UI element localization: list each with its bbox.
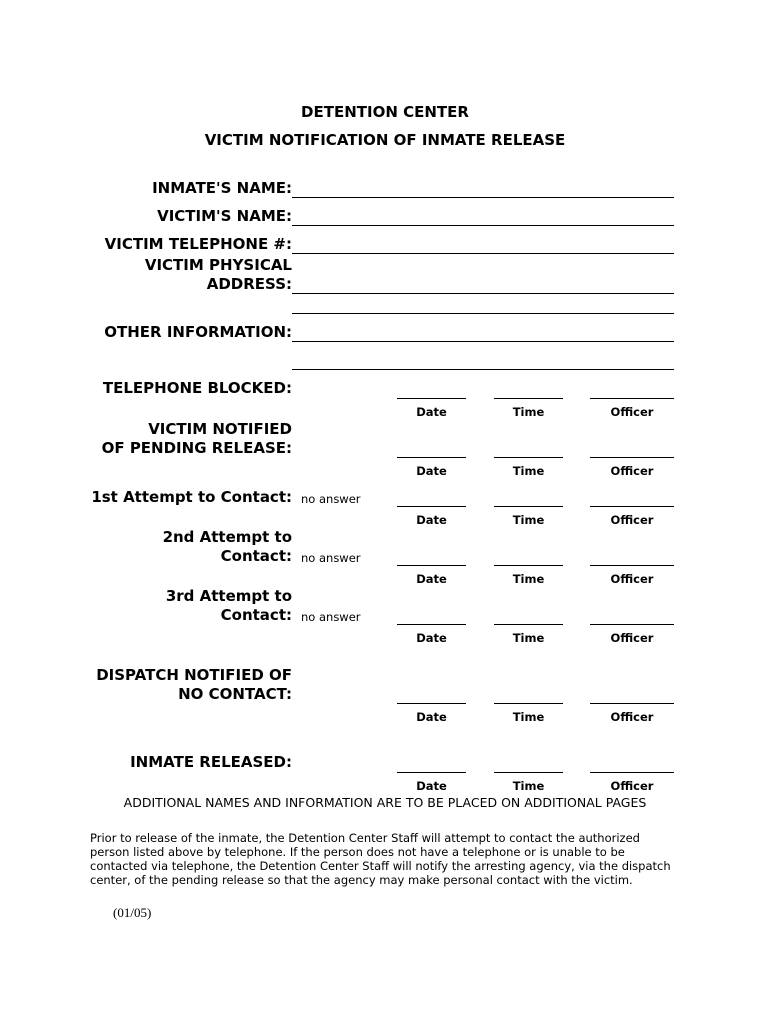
attempt-1-note: no answer <box>301 492 361 506</box>
form-revision-date: (01/05) <box>113 905 152 920</box>
victim-notified-label-1: VICTIM NOTIFIED <box>148 420 292 438</box>
page-title: DETENTION CENTER <box>301 103 469 121</box>
inmate-released-time-field[interactable] <box>494 772 563 773</box>
officer-caption: Officer <box>610 572 654 586</box>
telephone-blocked-officer-field[interactable] <box>590 398 674 399</box>
instructions-line: center, of the pending release so that the agency may make personal contact with the victim. <box>90 873 633 887</box>
date-caption: Date <box>416 405 447 419</box>
victim-address-label-2: ADDRESS: <box>206 275 292 293</box>
time-caption: Time <box>512 405 545 419</box>
victim-notified-date-field[interactable] <box>397 457 466 458</box>
instructions-line: person listed above by telephone. If the person does not have a telephone or is unable to be <box>90 845 625 859</box>
victim-notified-label-2: OF PENDING RELEASE: <box>101 439 292 457</box>
attempt-2-date-field[interactable] <box>397 565 466 566</box>
attempt-3-note: no answer <box>301 610 361 624</box>
instructions-line: contacted via telephone, the Detention Center Staff will notify the arresting agency, via the dispatch <box>90 859 671 873</box>
other-info-field-1[interactable] <box>292 341 674 342</box>
victim-name-label: VICTIM'S NAME: <box>157 207 292 225</box>
additional-pages-note: ADDITIONAL NAMES AND INFORMATION ARE TO BE PLACED ON ADDITIONAL PAGES <box>123 795 647 810</box>
attempt-3-label-1: 3rd Attempt to <box>165 587 292 605</box>
victim-notified-officer-field[interactable] <box>590 457 674 458</box>
officer-caption: Officer <box>610 405 654 419</box>
attempt-3-officer-field[interactable] <box>590 624 674 625</box>
attempt-2-note: no answer <box>301 551 361 565</box>
date-caption: Date <box>416 710 447 724</box>
time-caption: Time <box>512 513 545 527</box>
officer-caption: Officer <box>610 710 654 724</box>
victim-notified-time-field[interactable] <box>494 457 563 458</box>
attempt-1-label: 1st Attempt to Contact: <box>91 488 292 506</box>
time-caption: Time <box>512 631 545 645</box>
attempt-1-officer-field[interactable] <box>590 506 674 507</box>
victim-name-field[interactable] <box>292 225 674 226</box>
attempt-1-date-field[interactable] <box>397 506 466 507</box>
date-caption: Date <box>416 779 447 793</box>
attempt-1-time-field[interactable] <box>494 506 563 507</box>
other-info-label: OTHER INFORMATION: <box>104 323 292 341</box>
victim-address-field-1[interactable] <box>292 293 674 294</box>
inmate-name-label: INMATE'S NAME: <box>152 179 292 197</box>
officer-caption: Officer <box>610 513 654 527</box>
time-caption: Time <box>512 710 545 724</box>
inmate-name-field[interactable] <box>292 197 674 198</box>
dispatch-notified-label-2: NO CONTACT: <box>178 685 292 703</box>
attempt-3-label-2: Contact: <box>220 606 292 624</box>
officer-caption: Officer <box>610 631 654 645</box>
dispatch-date-field[interactable] <box>397 703 466 704</box>
instructions-paragraph <box>90 831 690 887</box>
attempt-3-date-field[interactable] <box>397 624 466 625</box>
victim-address-field-2[interactable] <box>292 313 674 314</box>
attempt-2-label-1: 2nd Attempt to <box>162 528 292 546</box>
victim-phone-label: VICTIM TELEPHONE #: <box>104 235 292 253</box>
time-caption: Time <box>512 572 545 586</box>
dispatch-officer-field[interactable] <box>590 703 674 704</box>
other-info-field-2[interactable] <box>292 369 674 370</box>
dispatch-notified-label-1: DISPATCH NOTIFIED OF <box>96 666 292 684</box>
telephone-blocked-date-field[interactable] <box>397 398 466 399</box>
time-caption: Time <box>512 464 545 478</box>
dispatch-time-field[interactable] <box>494 703 563 704</box>
date-caption: Date <box>416 572 447 586</box>
attempt-2-time-field[interactable] <box>494 565 563 566</box>
victim-address-label-1: VICTIM PHYSICAL <box>144 256 292 274</box>
page-subtitle: VICTIM NOTIFICATION OF INMATE RELEASE <box>204 131 566 149</box>
inmate-released-label: INMATE RELEASED: <box>130 753 292 771</box>
date-caption: Date <box>416 513 447 527</box>
time-caption: Time <box>512 779 545 793</box>
victim-phone-field[interactable] <box>292 253 674 254</box>
inmate-released-date-field[interactable] <box>397 772 466 773</box>
officer-caption: Officer <box>610 779 654 793</box>
date-caption: Date <box>416 464 447 478</box>
attempt-2-label-2: Contact: <box>220 547 292 565</box>
attempt-3-time-field[interactable] <box>494 624 563 625</box>
date-caption: Date <box>416 631 447 645</box>
attempt-2-officer-field[interactable] <box>590 565 674 566</box>
telephone-blocked-time-field[interactable] <box>494 398 563 399</box>
inmate-released-officer-field[interactable] <box>590 772 674 773</box>
officer-caption: Officer <box>610 464 654 478</box>
instructions-line: Prior to release of the inmate, the Detention Center Staff will attempt to contact the authorized <box>90 831 640 845</box>
telephone-blocked-label: TELEPHONE BLOCKED: <box>102 379 292 397</box>
